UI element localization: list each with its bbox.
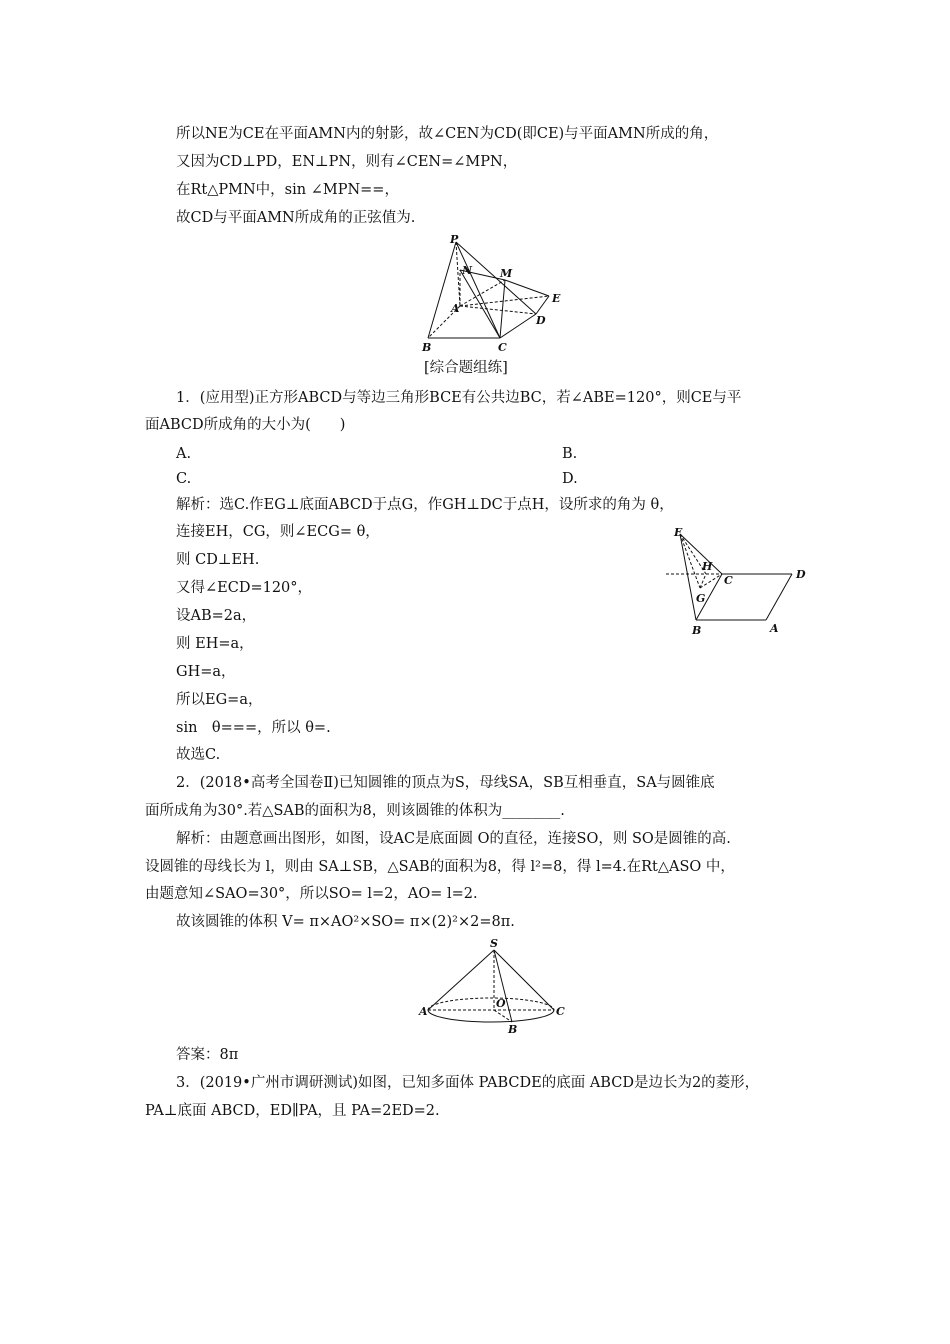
text-line: 3．(2019•广州市调研测试)如图，已知多面体 PABCDE的底面 ABCD是边长为2的菱形， — [176, 1075, 760, 1091]
text-line: 设AB=2a， — [176, 608, 257, 624]
text-line: 故选C. — [176, 747, 221, 763]
text-line: 又得∠ECD=120°， — [176, 580, 313, 596]
text-line: 所以EG=a， — [176, 692, 263, 708]
section-heading: [综合题组练] — [424, 360, 508, 376]
text-line: 又因为CD⊥PD，EN⊥PN，则有∠CEN=∠MPN， — [176, 154, 518, 170]
text-line: 解析：由题意画出图形，如图，设AC是底面圆 O的直径，连接SO，则 SO是圆锥的高. — [176, 831, 731, 847]
option-a: A. — [176, 446, 192, 462]
text-line: 由题意知∠SAO=30°，所以SO= l=2，AO= l=2. — [145, 886, 478, 902]
text-line: 面所成角为30°.若△SAB的面积为8，则该圆锥的体积为________. — [145, 803, 565, 819]
label-A: A — [770, 622, 779, 635]
label-C: C — [724, 574, 733, 587]
text-line: 则 CD⊥EH. — [176, 552, 260, 568]
text-line: 在Rt△PMN中，sin ∠MPN==， — [176, 182, 399, 198]
text-line: 所以NE为CE在平面AMN内的射影，故∠CEN为CD(即CE)与平面AMN所成的角， — [176, 126, 719, 142]
text-line: 解析：选C.作EG⊥底面ABCD于点G，作GH⊥DC于点H，设所求的角为 θ， — [176, 497, 674, 513]
label-H: H — [702, 560, 713, 573]
label-P: P — [450, 233, 459, 246]
label-S: S — [490, 937, 498, 950]
label-D: D — [796, 568, 806, 581]
label-G: G — [696, 592, 706, 605]
label-A: A — [419, 1005, 428, 1018]
text-line: PA⊥底面 ABCD，ED∥PA，且 PA=2ED=2. — [145, 1103, 440, 1119]
label-B: B — [692, 624, 702, 637]
text-line: sin θ===，所以 θ=. — [176, 720, 331, 736]
label-B: B — [508, 1023, 518, 1034]
label-C: C — [556, 1005, 565, 1018]
label-B: B — [422, 341, 432, 354]
label-C: C — [498, 341, 507, 354]
text-line: 故该圆锥的体积 V= π×AO²×SO= π×(2)²×2=8π. — [176, 914, 515, 930]
text-line: 2．(2018•高考全国卷Ⅱ)已知圆锥的顶点为S，母线SA，SB互相垂直，SA与圆锥底 — [176, 775, 715, 791]
text-line: 1．(应用型)正方形ABCD与等边三角形BCE有公共边BC，若∠ABE=120°，则CE与平 — [176, 390, 742, 406]
text-line: GH=a， — [176, 664, 236, 680]
option-c: C. — [176, 471, 192, 487]
figure-cone — [416, 936, 572, 1034]
label-N: N — [462, 264, 473, 277]
label-A: A — [451, 302, 460, 315]
label-E: E — [674, 526, 683, 539]
label-D: D — [536, 314, 546, 327]
figure-pyramid — [416, 232, 576, 354]
text-line: 面ABCD所成角的大小为( ) — [145, 417, 346, 433]
text-line: 设圆锥的母线长为 l，则由 SA⊥SB，△SAB的面积为8，得 l²=8，得 l=4.在Rt△ASO 中， — [145, 859, 735, 875]
answer-line: 答案：8π — [176, 1047, 239, 1063]
figure-square-triangle — [664, 522, 814, 640]
text-line: 故CD与平面AMN所成角的正弦值为. — [176, 210, 416, 226]
label-O: O — [496, 997, 506, 1010]
option-d: D. — [562, 471, 578, 487]
label-E: E — [552, 292, 561, 305]
option-b: B. — [562, 446, 578, 462]
text-line: 连接EH，CG，则∠ECG= θ， — [176, 524, 380, 540]
text-line: 则 EH=a， — [176, 636, 254, 652]
label-M: M — [500, 267, 513, 280]
